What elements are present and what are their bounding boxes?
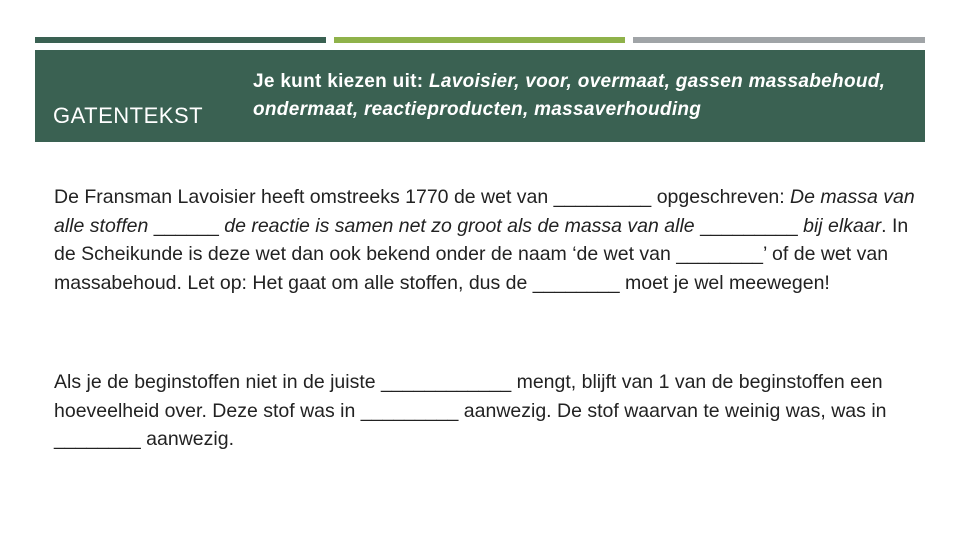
title-band: [35, 50, 925, 142]
text-segment: aanwezig. De stof waarvan te weinig was, was in: [458, 399, 887, 422]
blank-field: ______: [153, 214, 219, 237]
text-segment: Als je de beginstoffen niet in de juiste: [54, 371, 382, 393]
accent-bar-gray: [633, 37, 925, 43]
blank-field: _________: [360, 399, 459, 422]
slide-title: GATENTEKST: [53, 103, 204, 128]
text-segment: . In de Scheikunde is deze wet dan ook bekend onder de naam ‘de wet van: [54, 214, 909, 265]
blank-field: ________: [532, 271, 620, 294]
italic-segment: de reactie is samen net zo groot als de massa van alle: [218, 214, 701, 237]
text-segment: mengt, blijft van 1 van de beginstoffen een hoeveelheid over. Deze stof was in: [54, 371, 883, 422]
text-segment: ’ of de wet van massabehoud. Let op: Het gaat om alle stoffen, dus de: [54, 243, 889, 294]
blank-field: ________: [676, 243, 764, 265]
blank-field: _________: [553, 186, 652, 208]
blank-field: ____________: [381, 371, 512, 393]
paragraph-ratio: [54, 368, 924, 454]
word-bank-lead: Je kunt kiezen uit:: [253, 71, 429, 92]
word-bank-options: Lavoisier, voor, overmaat, gassen massabehoud, ondermaat, reactieproducten, massaverhouding: [253, 71, 886, 120]
text-segment: opgeschreven:: [651, 186, 791, 208]
text-segment: moet je wel meewegen!: [619, 271, 830, 294]
blank-field: _________: [700, 214, 798, 237]
italic-segment: bij elkaar: [797, 214, 882, 237]
accent-bar-light-green: [334, 37, 625, 43]
paragraph-lavoisier: [54, 183, 924, 297]
text-segment: aanwezig.: [140, 428, 234, 450]
text-segment: De Fransman Lavoisier heeft omstreeks 1770 de wet van: [54, 186, 554, 208]
word-bank: [253, 68, 893, 124]
italic-segment: De massa van alle stoffen: [54, 186, 915, 237]
accent-bar-dark-green: [35, 37, 326, 43]
blank-field: ________: [54, 428, 141, 450]
